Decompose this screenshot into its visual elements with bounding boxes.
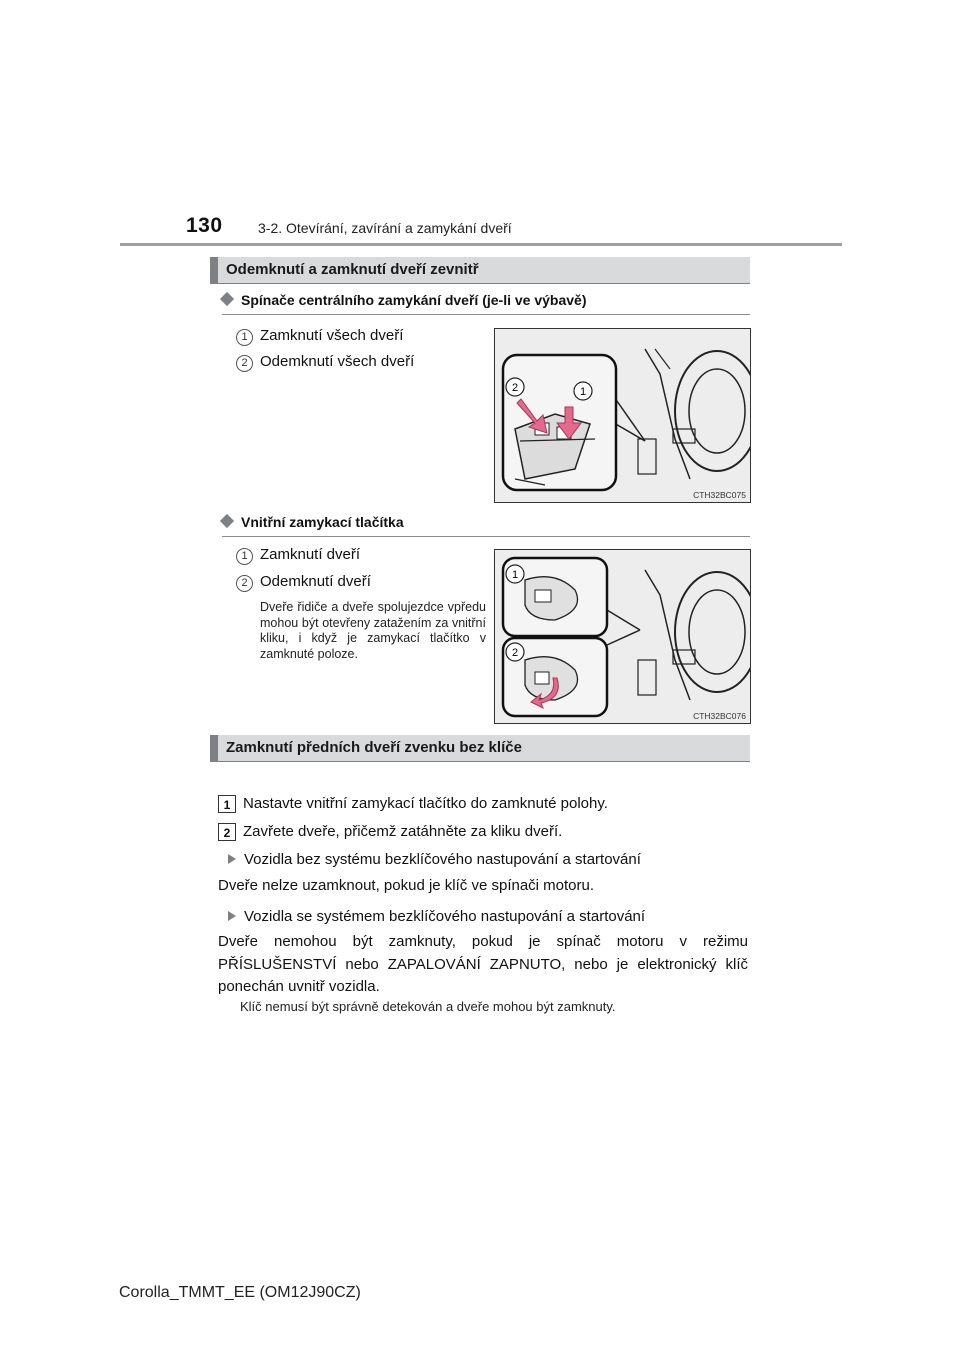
case-heading-keyless xyxy=(228,905,645,928)
step-number-box: 2 xyxy=(218,823,236,841)
item-label: Odemknutí dveří xyxy=(260,573,371,590)
diamond-bullet-icon xyxy=(220,292,234,306)
figure-code: CTH32BC076 xyxy=(693,711,746,721)
triangle-bullet-icon xyxy=(228,911,236,921)
step-text: Nastavte vnitřní zamykací tlačítko do zamknuté polohy. xyxy=(243,795,608,812)
item-label: Zamknutí všech dveří xyxy=(260,327,404,344)
item-number-badge: 2 xyxy=(236,355,253,372)
illustration-door-switch xyxy=(495,329,750,502)
section-heading-inside xyxy=(210,257,750,284)
section-heading-outside xyxy=(210,735,750,762)
callout-label: 1 xyxy=(579,386,587,398)
subsection-title: Spínače centrálního zamykání dveří (je-li ve výbavě) xyxy=(241,292,587,308)
figure-lock-buttons xyxy=(494,549,751,724)
note-paragraph: Dveře řidiče a dveře spolujezdce vpředu mohou být otevřeny zatažením za vnitřní kliku, i když je zamykací tlačítko v zamknuté poloze. xyxy=(260,600,486,661)
item-label: Zamknutí dveří xyxy=(260,546,361,563)
section-heading-text: Zamknutí předních dveří zvenku bez klíče xyxy=(226,739,522,756)
callout-label: 1 xyxy=(511,569,519,581)
section-heading-text: Odemknutí a zamknutí dveří zevnitř xyxy=(226,261,479,278)
subsection-central-locking xyxy=(222,292,586,308)
figure-code: CTH32BC075 xyxy=(693,490,746,500)
item-number-badge: 2 xyxy=(236,575,253,592)
case1-description: Dveře nelze uzamknout, pokud je klíč ve spínači motoru. xyxy=(218,877,595,894)
diamond-bullet-icon xyxy=(220,514,234,528)
subsection-divider xyxy=(222,536,750,537)
item-number-badge: 1 xyxy=(236,548,253,565)
callout-label: 2 xyxy=(511,382,519,394)
figure-central-lock-switch xyxy=(494,328,751,503)
case-heading-text: Vozidla se systémem bezklíčového nastupování a startování xyxy=(244,908,646,925)
chapter-title: 3-2. Otevírání, zavírání a zamykání dveří xyxy=(258,220,512,236)
step-number-box: 1 xyxy=(218,795,236,813)
illustration-door-handle xyxy=(495,550,750,723)
callout-label: 2 xyxy=(511,647,519,659)
subsection-lock-buttons xyxy=(222,514,404,530)
case-heading-text: Vozidla bez systému bezklíčového nastupování a startování xyxy=(244,851,641,868)
triangle-bullet-icon xyxy=(228,854,236,864)
item-number-badge: 1 xyxy=(236,329,253,346)
step-text: Zavřete dveře, přičemž zatáhněte za kliku dveří. xyxy=(243,823,563,840)
case2-note: Klíč nemusí být správně detekován a dveře mohou být zamknuty. xyxy=(240,999,616,1014)
footer-document-code: Corolla_TMMT_EE (OM12J90CZ) xyxy=(119,1284,361,1301)
subsection-divider xyxy=(222,314,750,315)
subsection-title: Vnitřní zamykací tlačítka xyxy=(241,514,404,530)
header-divider xyxy=(120,243,842,246)
case-heading-no-keyless xyxy=(228,848,641,871)
page-number: 130 xyxy=(186,214,223,237)
case2-description: Dveře nemohou být zamknuty, pokud je spínač motoru v režimu PŘÍSLUŠENSTVÍ nebo ZAPALOVÁNÍ ZAPNUTO, nebo je elektronický klíč ponechán uvnitř vozidla. xyxy=(218,933,748,995)
item-label: Odemknutí všech dveří xyxy=(260,353,415,370)
